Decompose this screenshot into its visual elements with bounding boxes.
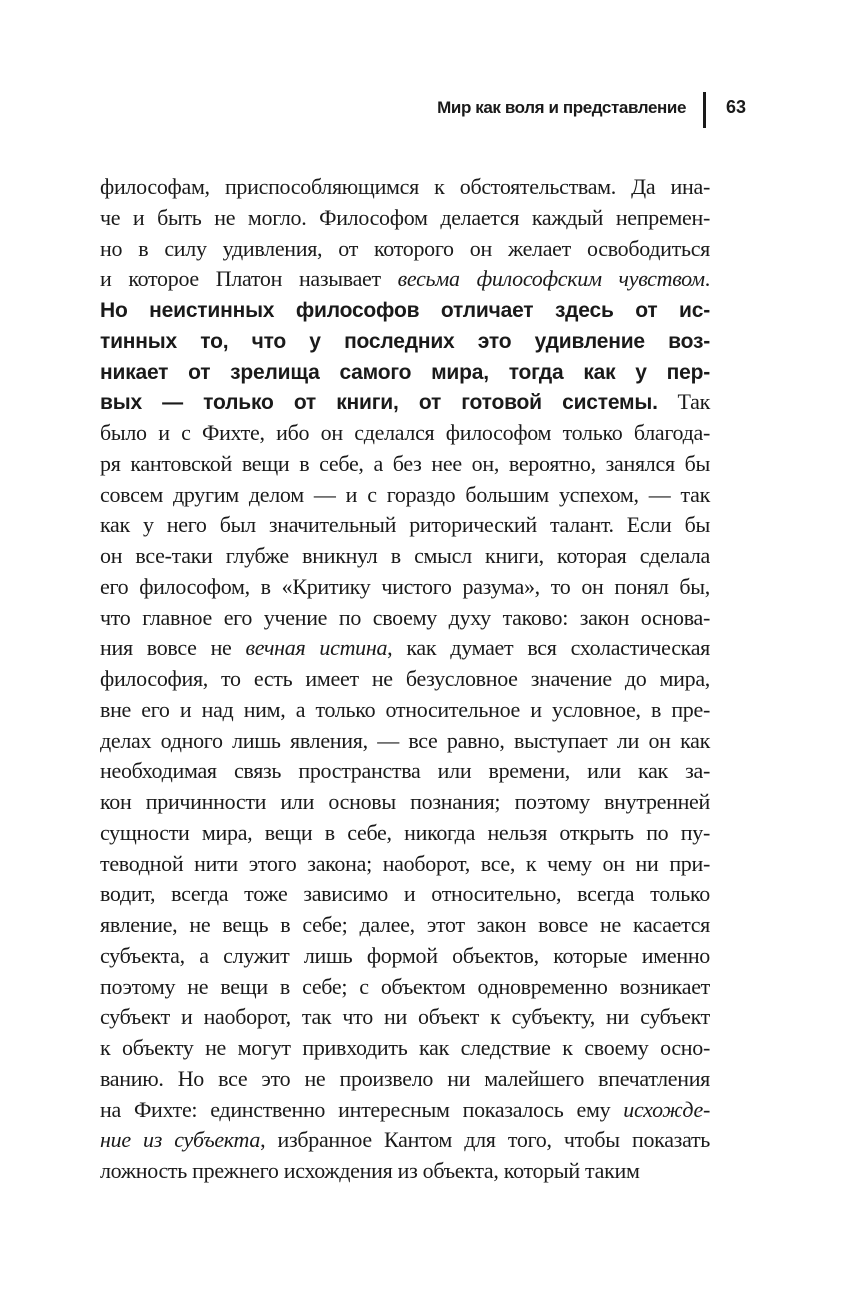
italic-text: исхожде-: [623, 1096, 710, 1122]
text-segment: сущности мира, вещи в себе, никогда нельзя открыть по пу-: [100, 819, 710, 845]
text-line: [100, 480, 710, 511]
text-line: [100, 664, 710, 695]
text-segment: .: [704, 266, 710, 292]
text-segment: вне его и над ним, а только относительное и условное, в пре-: [100, 696, 710, 722]
text-line: [100, 172, 710, 203]
text-segment: кон причинности или основы познания; поэтому внутренней: [100, 789, 710, 814]
text-segment: ря кантовской вещи в себе, а без нее он, вероятно, занялся бы: [100, 450, 710, 476]
text-line: [100, 695, 710, 726]
text-line: [100, 357, 710, 388]
text-line: [100, 572, 710, 603]
text-line: [100, 203, 710, 234]
text-segment: явление, не вещь в себе; далее, этот закон вовсе не касается: [100, 912, 710, 937]
text-line: [100, 726, 710, 757]
text-line: [100, 1125, 710, 1156]
text-line: [100, 910, 710, 941]
running-title: Мир как воля и представление: [437, 98, 686, 117]
text-line: [100, 1033, 710, 1064]
text-line: [100, 787, 710, 818]
text-segment: делах одного лишь явления, — все равно, выступает ли он как: [100, 727, 710, 753]
text-line: [100, 418, 710, 449]
text-segment: как у него был значительный риторический талант. Если бы: [100, 512, 710, 538]
text-segment: но в силу удивления, от которого он желает освободиться: [100, 235, 710, 261]
text-line: [100, 1064, 710, 1095]
text-line: [100, 295, 710, 326]
text-segment: его философом, в «Критику чистого разума», то он понял бы,: [100, 573, 710, 599]
text-line: [100, 1095, 710, 1126]
text-line: [100, 234, 710, 265]
text-segment: , избранное Кантом для того, чтобы показать: [260, 1127, 711, 1153]
text-segment: ванию. Но все это не произвело ни малейшего впечатления: [100, 1065, 710, 1091]
body-text: [100, 172, 710, 1187]
text-line: [100, 972, 710, 1003]
text-segment: что главное его учение по своему духу таково: закон основа-: [100, 604, 710, 630]
text-segment: Так: [657, 389, 710, 415]
italic-text: вечная истина: [245, 635, 388, 661]
text-line: [100, 849, 710, 880]
text-segment: , как думает вся схоластическая: [387, 635, 710, 661]
text-line: [100, 603, 710, 634]
bold-text: вых — только от книги, от готовой системы.: [100, 391, 658, 415]
bold-text: никает от зрелища самого мира, тогда как у пер-: [100, 360, 710, 384]
text-segment: теводной нити этого закона; наоборот, все, к чему он ни при-: [100, 850, 710, 876]
text-segment: было и с Фихте, ибо он сделался философом только благода-: [100, 420, 710, 445]
text-segment: водит, всегда тоже зависимо и относительно, всегда только: [100, 881, 710, 907]
header-divider: [703, 92, 706, 128]
text-segment: че и быть не могло. Философом делается каждый непремен-: [100, 204, 710, 230]
text-segment: ложность прежнего исхождения из объекта, который таким: [100, 1158, 640, 1183]
text-segment: он все-таки глубже вникнул в смысл книги, которая сделала: [100, 543, 710, 568]
text-line: [100, 510, 710, 541]
text-segment: и которое Платон называет: [100, 266, 398, 292]
text-segment: на Фихте: единственно интересным показалось ему: [100, 1096, 624, 1122]
italic-text: ние из субъекта: [100, 1127, 261, 1153]
bold-text: Но неистинных философов отличает здесь от ис-: [100, 299, 710, 322]
text-line: [100, 541, 710, 572]
text-line: [100, 633, 710, 664]
text-segment: философам, приспособляющимся к обстоятельствам. Да ина-: [100, 174, 710, 199]
text-line: [100, 1156, 710, 1187]
text-segment: к объекту не могут привходить как следствие к своему осно-: [100, 1035, 710, 1060]
text-line: [100, 1002, 710, 1033]
text-line: [100, 756, 710, 787]
italic-text: весьма философским чувством: [397, 266, 705, 292]
text-line: [100, 879, 710, 910]
text-line: [100, 449, 710, 480]
text-line: [100, 264, 710, 295]
text-line: [100, 818, 710, 849]
text-segment: философия, то есть имеет не безусловное значение до мира,: [100, 666, 710, 691]
text-segment: поэтому не вещи в себе; с объектом одновременно возникает: [100, 973, 710, 999]
bold-text: тинных то, что у последних это удивление воз-: [100, 329, 710, 353]
text-line: [100, 326, 710, 357]
text-segment: необходимая связь пространства или времени, или как за-: [100, 758, 710, 784]
text-line: [100, 941, 710, 972]
page-header: [0, 92, 844, 132]
text-segment: субъекта, а служит лишь формой объектов, которые именно: [100, 942, 710, 968]
page-number: 63: [726, 97, 747, 117]
text-line: [100, 387, 710, 418]
text-segment: субъект и наоборот, так что ни объект к субъекту, ни субъект: [100, 1004, 710, 1030]
text-segment: ния вовсе не: [100, 635, 246, 661]
text-segment: совсем другим делом — и с гораздо большим успехом, — так: [100, 481, 710, 507]
